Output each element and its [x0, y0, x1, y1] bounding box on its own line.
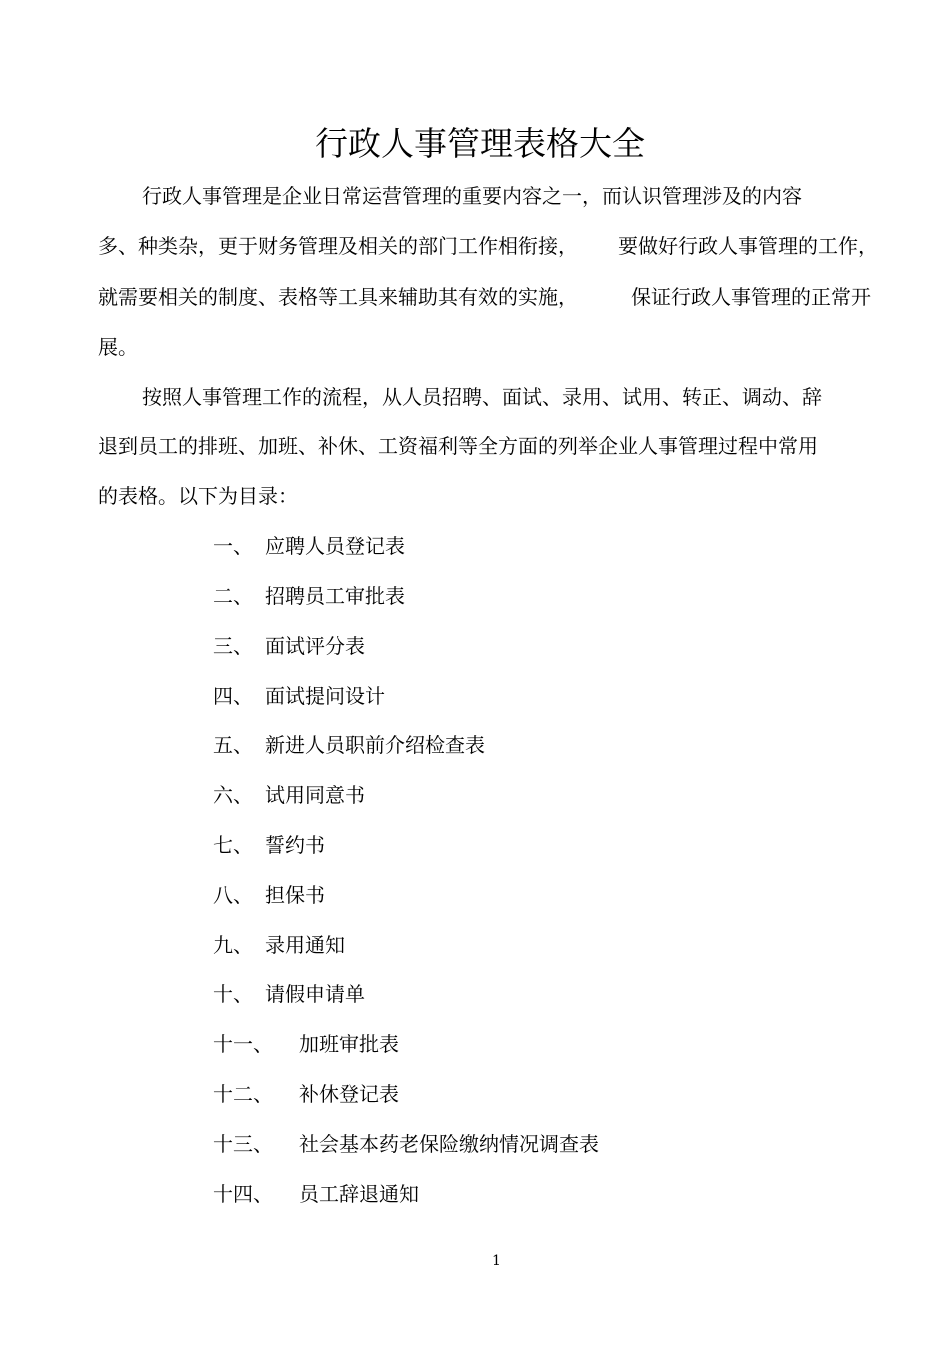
toc-number: 四、 — [213, 684, 253, 708]
toc-label: 补休登记表 — [299, 1082, 399, 1106]
toc-number: 十二、 — [213, 1082, 273, 1106]
toc-label: 社会基本药老保险缴纳情况调查表 — [299, 1132, 599, 1156]
toc-label: 担保书 — [265, 883, 325, 907]
toc-number: 一、 — [213, 534, 253, 558]
toc-number: 八、 — [213, 883, 253, 907]
toc-label: 试用同意书 — [265, 783, 365, 807]
toc-number: 九、 — [213, 933, 253, 957]
document-title: 行政人事管理表格大全 — [315, 124, 645, 163]
toc-label: 新进人员职前介绍检查表 — [265, 733, 485, 757]
paragraph-line: 要做好行政人事管理的工作， — [618, 234, 878, 258]
paragraph-line: 展。 — [98, 335, 138, 359]
paragraph-line: 按照人事管理工作的流程，从人员招聘、面试、录用、试用、转正、调动、辞 — [142, 385, 822, 409]
toc-label: 面试提问设计 — [265, 684, 385, 708]
toc-number: 三、 — [213, 634, 253, 658]
toc-label: 招聘员工审批表 — [265, 584, 405, 608]
toc-number: 十一、 — [213, 1032, 273, 1056]
paragraph-line: 退到员工的排班、加班、补休、工资福利等全方面的列举企业人事管理过程中常用 — [98, 434, 818, 458]
toc-label: 应聘人员登记表 — [265, 534, 405, 558]
toc-number: 十三、 — [213, 1132, 273, 1156]
paragraph-line: 多、种类杂，更于财务管理及相关的部门工作相衔接， — [98, 234, 578, 258]
toc-number: 二、 — [213, 584, 253, 608]
toc-number: 七、 — [213, 833, 253, 857]
page-number: 1 — [492, 1253, 501, 1269]
toc-label: 录用通知 — [265, 933, 345, 957]
toc-label: 加班审批表 — [299, 1032, 399, 1056]
toc-label: 面试评分表 — [265, 634, 365, 658]
paragraph-line: 行政人事管理是企业日常运营管理的重要内容之一，而认识管理涉及的内容 — [142, 184, 802, 208]
toc-label: 员工辞退通知 — [299, 1182, 419, 1206]
paragraph-line: 的表格。以下为目录： — [98, 484, 298, 508]
toc-label: 誓约书 — [265, 833, 325, 857]
toc-number: 六、 — [213, 783, 253, 807]
toc-number: 十四、 — [213, 1182, 273, 1206]
paragraph-line: 就需要相关的制度、表格等工具来辅助其有效的实施， — [98, 285, 578, 309]
toc-label: 请假申请单 — [265, 982, 365, 1006]
toc-number: 五、 — [213, 733, 253, 757]
paragraph-line: 保证行政人事管理的正常开 — [631, 285, 871, 309]
toc-number: 十、 — [213, 982, 253, 1006]
